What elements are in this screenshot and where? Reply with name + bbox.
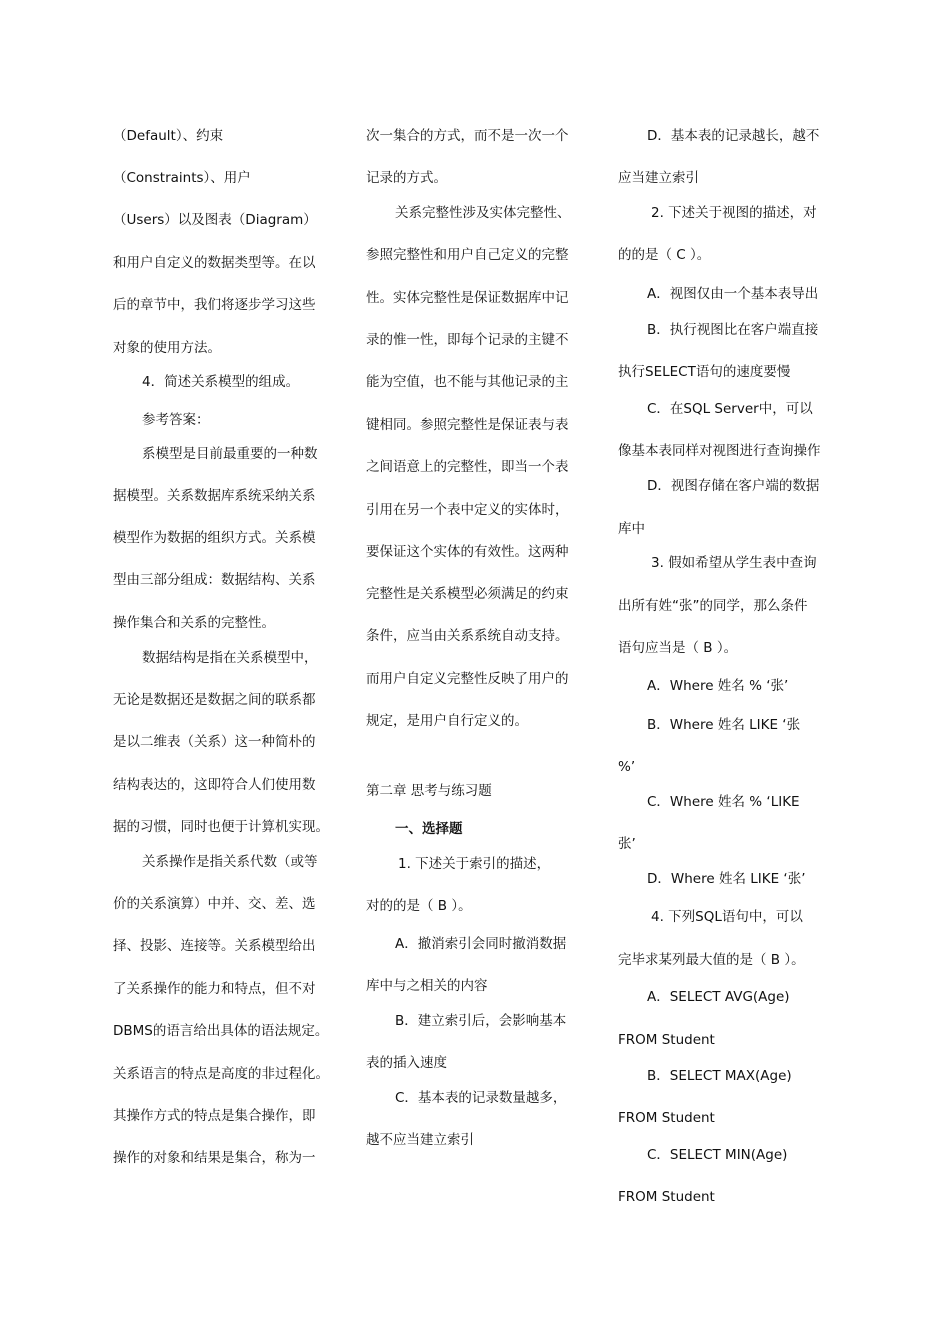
text-line: 对的的是（ B ）。: [366, 898, 472, 914]
chapter-heading: 第二章 思考与练习题: [366, 783, 492, 799]
text-line: A．Where 姓名 % ‘张’: [647, 678, 789, 694]
text-line: 据的习惯，同时也便于计算机实现。: [113, 819, 329, 835]
text-line: 库中: [618, 521, 645, 537]
text-line: 录的惟一性，即每个记录的主键不: [366, 332, 569, 348]
text-line: 4．简述关系模型的组成。: [142, 374, 300, 390]
text-line: 后的章节中，我们将逐步学习这些: [113, 297, 316, 313]
text-line: 型由三部分组成：数据结构、关系: [113, 572, 316, 588]
text-line: B．执行视图比在客户端直接: [647, 322, 819, 338]
text-line: 2. 下述关于视图的描述，对: [651, 205, 817, 221]
text-line: FROM Student: [618, 1032, 715, 1048]
text-line: C．在SQL Server中，可以: [647, 401, 813, 417]
text-line: B．SELECT MAX(Age): [647, 1068, 792, 1084]
text-line: 执行SELECT语句的速度要慢: [618, 364, 791, 380]
text-line: 的的是（ C ）。: [618, 247, 711, 263]
text-line: 表的插入速度: [366, 1055, 447, 1071]
text-line: 参考答案：: [142, 412, 210, 428]
text-line: 据模型。关系数据库系统采纳关系: [113, 488, 316, 504]
text-line: B．建立索引后，会影响基本: [395, 1013, 567, 1029]
text-line: 关系语言的特点是高度的非过程化。: [113, 1066, 329, 1082]
text-line: 了关系操作的能力和特点，但不对: [113, 981, 316, 997]
text-line: 1. 下述关于索引的描述，: [398, 856, 551, 872]
text-line: 条件，应当由关系系统自动支持。: [366, 628, 569, 644]
text-line: 应当建立索引: [618, 170, 699, 186]
text-line: 而用户自定义完整性反映了用户的: [366, 671, 569, 687]
text-line: 性。实体完整性是保证数据库中记: [366, 290, 569, 306]
text-line: 键相同。参照完整性是保证表与表: [366, 417, 569, 433]
text-line: 完整性是关系模型必须满足的约束: [366, 586, 569, 602]
text-line: 记录的方式。: [366, 170, 447, 186]
text-line: D．视图存储在客户端的数据: [647, 478, 820, 494]
text-line: 关系完整性涉及实体完整性、: [395, 205, 571, 221]
text-line: 模型作为数据的组织方式。关系模: [113, 530, 316, 546]
text-line: 是以二维表（关系）这一种简朴的: [113, 734, 316, 750]
text-line: D．基本表的记录越长，越不: [647, 128, 820, 144]
text-line: 无论是数据还是数据之间的联系都: [113, 692, 316, 708]
text-line: 系模型是目前最重要的一种数: [142, 446, 318, 462]
text-line: A．视图仅由一个基本表导出: [647, 286, 819, 302]
text-line: 规定，是用户自行定义的。: [366, 713, 528, 729]
text-line: 次一集合的方式，而不是一次一个: [366, 128, 569, 144]
text-line: 操作集合和关系的完整性。: [113, 615, 275, 631]
text-line: 数据结构是指在关系模型中，: [142, 650, 318, 666]
text-line: 出所有姓“张”的同学，那么条件: [618, 598, 808, 614]
text-line: 要保证这个实体的有效性。这两种: [366, 544, 569, 560]
text-line: D．Where 姓名 LIKE ‘张’: [647, 871, 806, 887]
text-line: 张’: [618, 836, 636, 852]
text-line: DBMS的语言给出具体的语法规定。: [113, 1023, 329, 1039]
text-line: 引用在另一个表中定义的实体时，: [366, 502, 569, 518]
text-line: 价的关系演算）中并、交、差、选: [113, 896, 316, 912]
text-line: FROM Student: [618, 1110, 715, 1126]
text-line: 关系操作是指关系代数（或等: [142, 854, 318, 870]
text-line: （Default）、约束: [113, 128, 224, 144]
text-line: 像基本表同样对视图进行查询操作: [618, 443, 821, 459]
text-line: B．Where 姓名 LIKE ‘张: [647, 717, 801, 733]
text-line: 能为空值，也不能与其他记录的主: [366, 374, 569, 390]
text-line: 语句应当是（ B ）。: [618, 640, 738, 656]
text-line: （Constraints）、用户: [113, 170, 251, 186]
text-line: 4. 下列SQL语句中，可以: [651, 909, 803, 925]
text-line: A．SELECT AVG(Age): [647, 989, 790, 1005]
section-heading: 一、选择题: [395, 821, 463, 837]
text-line: 和用户自定义的数据类型等。在以: [113, 255, 316, 271]
text-line: （Users）以及图表（Diagram）: [113, 212, 317, 228]
text-line: 之间语意上的完整性，即当一个表: [366, 459, 569, 475]
text-line: C．基本表的记录数量越多，: [395, 1090, 567, 1106]
text-line: A．撤消索引会同时撤消数据: [395, 936, 567, 952]
text-line: C．Where 姓名 % ‘LIKE: [647, 794, 800, 810]
text-line: 越不应当建立索引: [366, 1132, 474, 1148]
text-line: 其操作方式的特点是集合操作，即: [113, 1108, 316, 1124]
text-line: 结构表达的，这即符合人们使用数: [113, 777, 316, 793]
text-line: 对象的使用方法。: [113, 340, 221, 356]
text-line: 操作的对象和结果是集合，称为一: [113, 1150, 316, 1166]
text-line: 库中与之相关的内容: [366, 978, 488, 994]
text-line: 参照完整性和用户自己定义的完整: [366, 247, 569, 263]
text-line: %’: [618, 759, 636, 775]
text-line: 3. 假如希望从学生表中查询: [651, 555, 817, 571]
text-line: FROM Student: [618, 1189, 715, 1205]
text-line: C．SELECT MIN(Age): [647, 1147, 788, 1163]
text-line: 完毕求某列最大值的是（ B ）。: [618, 952, 805, 968]
text-line: 择、投影、连接等。关系模型给出: [113, 938, 316, 954]
